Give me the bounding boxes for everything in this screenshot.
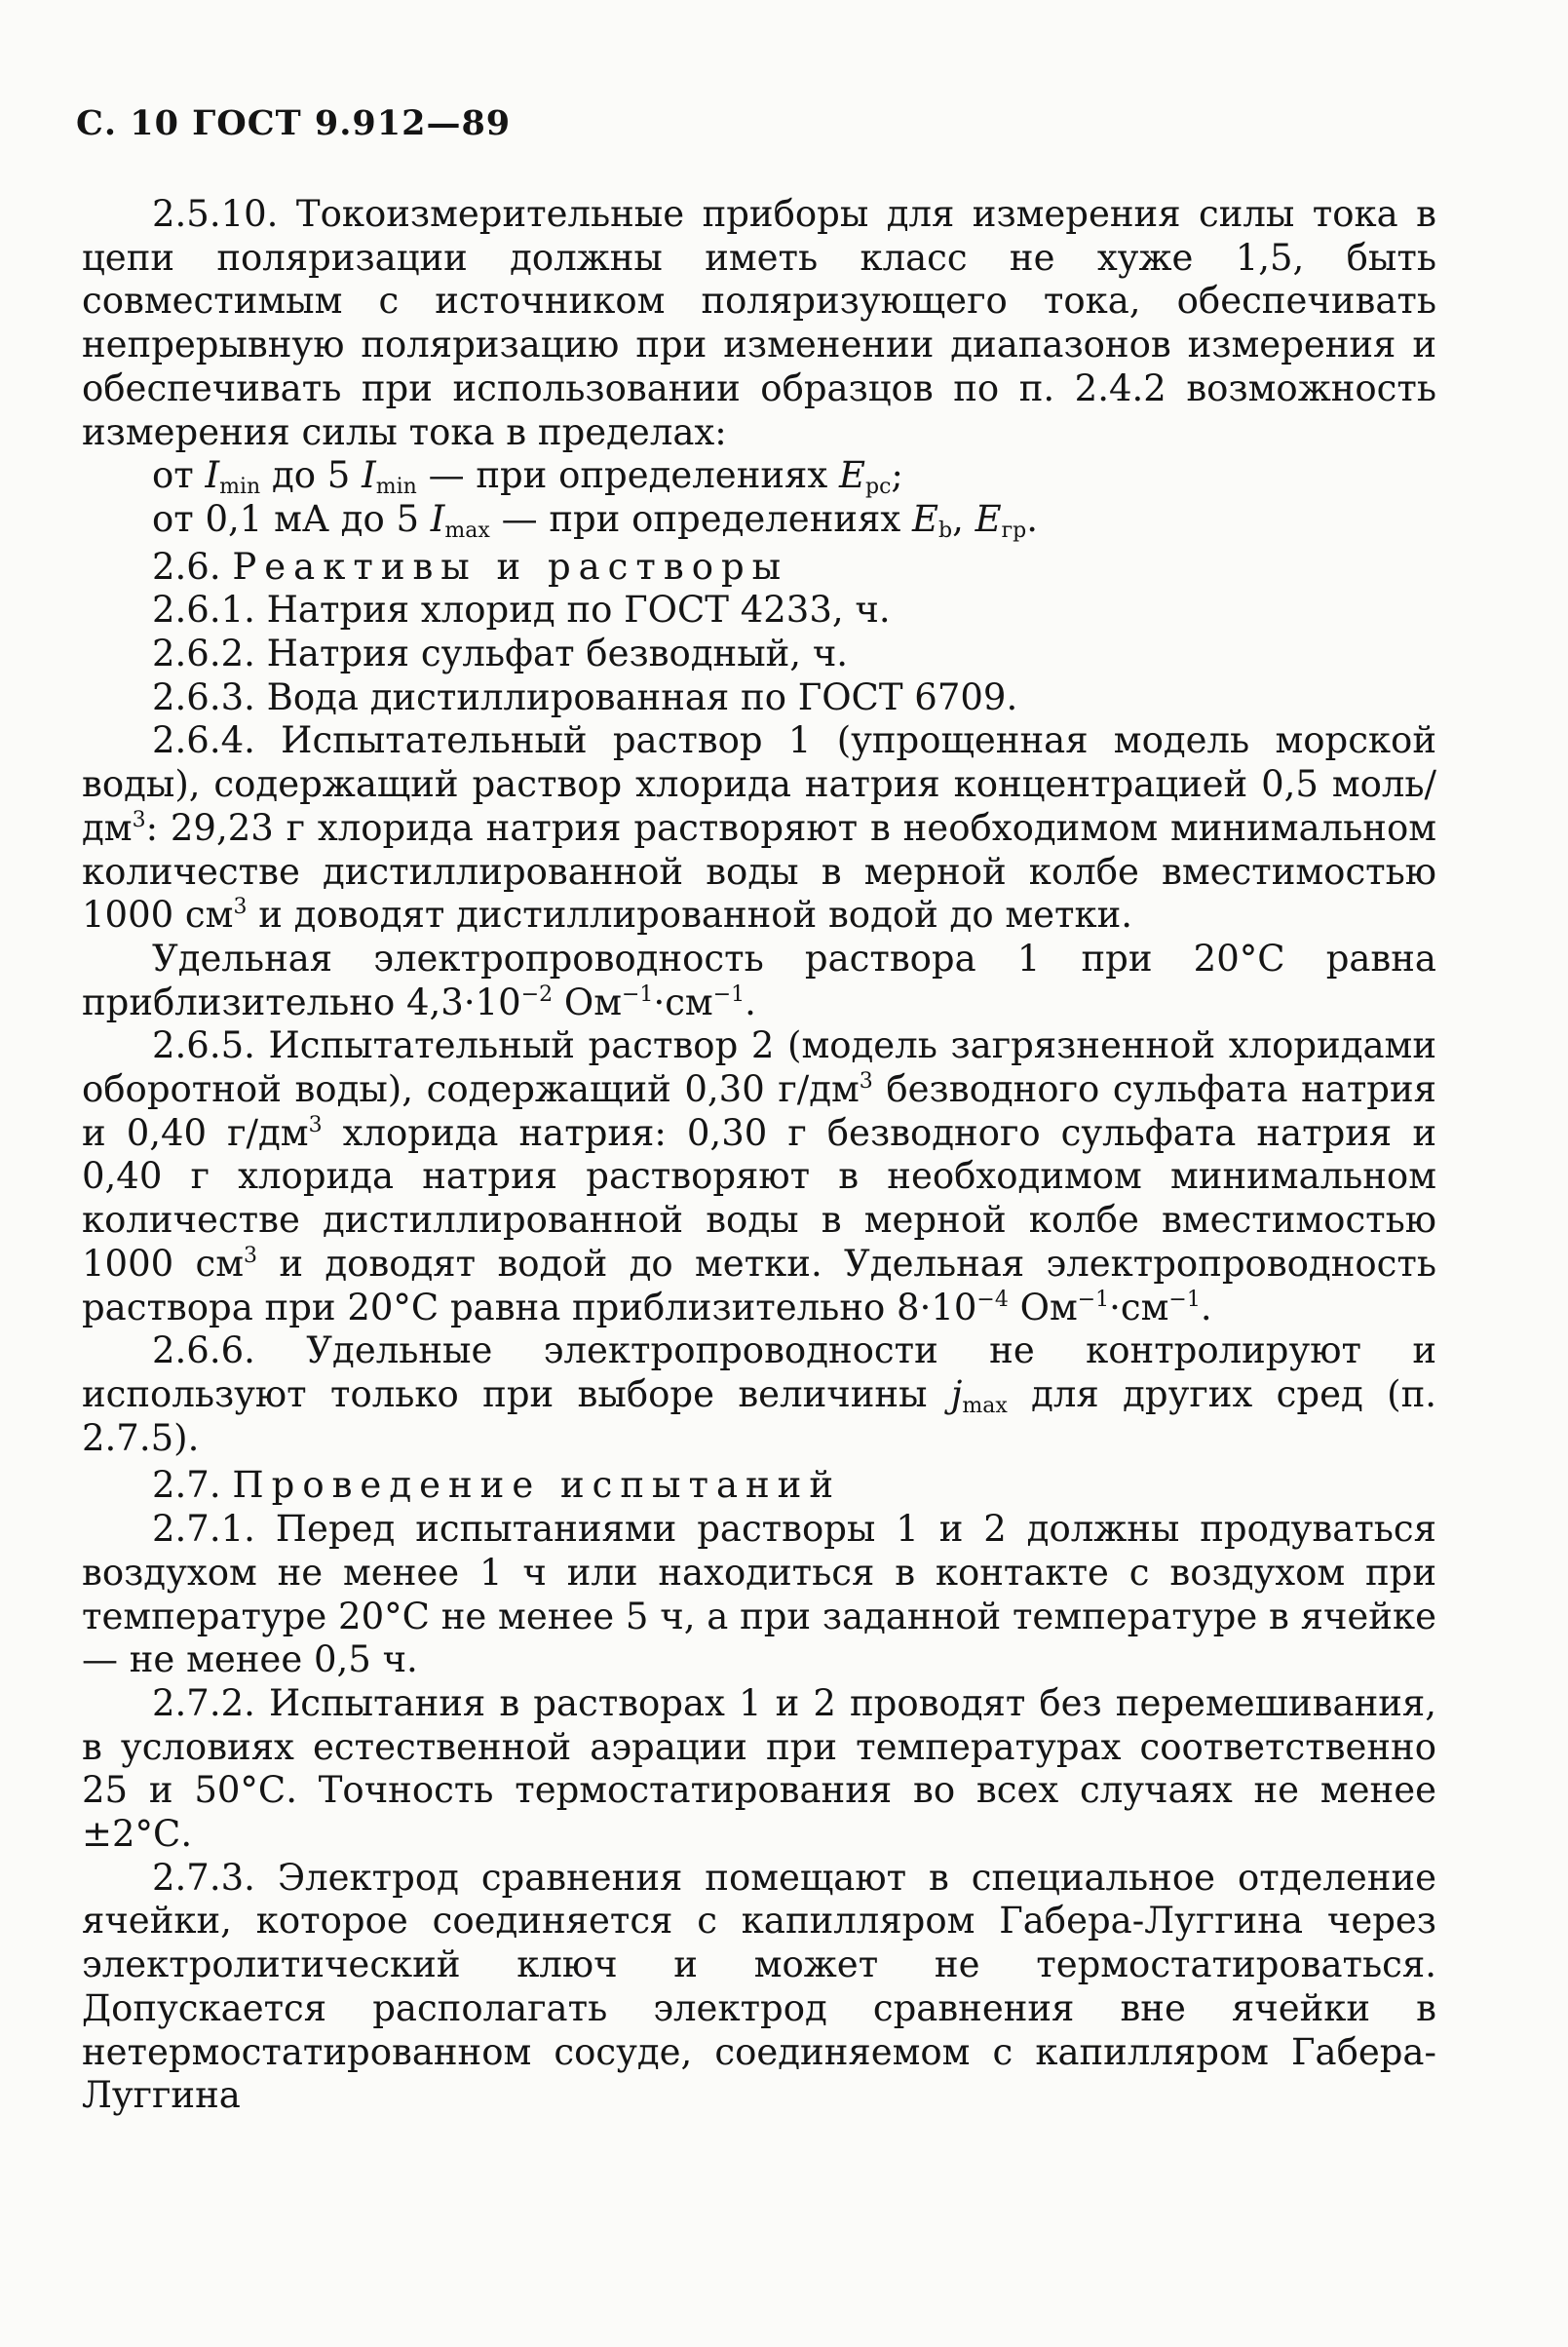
paragraph-2-7-1: 2.7.1. Перед испытаниями растворы 1 и 2 должны продуваться воздухом не менее 1 ч или находиться в контакте с воздухом при температуре 20°С не менее 5 ч, а при заданной температуре в ячейке — не менее 0,5 ч.	[82, 1508, 1436, 1681]
paragraph-2-6-5: 2.6.5. Испытательный раствор 2 (модель загрязненной хлоридами оборотной воды), содержащий 0,30 $г/дм^3$ безводного сульфата натрия и 0,40 $г/дм^3$ хлорида натрия: 0,30 г безводного сульфата натрия и 0,40 г хлорида натрия растворяют в необходимом минимальном количестве дистиллированной воды в мерной колбе вместимостью 1000 $см^3$ и доводят водой до метки. Удельная электропроводность раствора при 20°С равна приблизительно $8\cdot 10^{-4}$ $Ом^{-1}\cdot см^{-1}$.	[82, 1024, 1436, 1328]
document-body	[82, 193, 1436, 2118]
paragraph-2-6-1: 2.6.1. Натрия хлорид по ГОСТ 4233, ч.	[152, 589, 891, 632]
current-range-line-1: от $I_{min}$ до 5 $I_{min}$ — при определениях $E_{pc}$;	[152, 454, 903, 500]
section-heading-2-6: 2.6. Реактивы и растворы	[152, 545, 789, 588]
current-range-line-2: от 0,1 мА до 5 $I_{max}$ — при определениях $E_b$, $E_{гр}$.	[152, 497, 1039, 543]
paragraph-2-6-4: 2.6.4. Испытательный раствор 1 (упрощенная модель морской воды), содержащий раствор хлорида натрия концентрацией 0,5 моль/$дм^3$: 29,23 г хлорида натрия растворяют в необходимом минимальном количестве дистиллированной воды в мерной колбе вместимостью 1000 $см^3$ и доводят дистиллированной водой до метки.	[82, 719, 1436, 937]
page-header: С. 10 ГОСТ 9.912—89	[76, 103, 512, 143]
paragraph-2-5-10: 2.5.10. Токоизмерительные приборы для измерения силы тока в цепи поляризации должны иметь класс не хуже 1,5, быть совместимым с источником поляризующего тока, обеспечивать непрерывную поляризацию при изменении диапазонов измерения и обеспечивать при использовании образцов по п. 2.4.2 возможность измерения силы тока в пределах:	[82, 193, 1436, 453]
paragraph-2-7-2: 2.7.2. Испытания в растворах 1 и 2 проводят без перемешивания, в условиях естественной аэрации при температурах соответственно 25 и 50°С. Точность термостатирования во всех случаях не менее ±2°С.	[82, 1681, 1436, 1856]
section-heading-2-7: 2.7. Проведение испытаний	[152, 1464, 841, 1507]
paragraph-2-7-3: 2.7.3. Электрод сравнения помещают в специальное отделение ячейки, которое соединяется с капилляром Габера-Луггина через электролитический ключ и может не термостатироваться. Допускается располагать электрод сравнения вне ячейки в нетермостатированном сосуде, соединяемом с капилляром Габера-Луггина	[82, 1856, 1436, 2117]
paragraph-2-6-2: 2.6.2. Натрия сульфат безводный, ч.	[152, 633, 849, 675]
paragraph-2-6-3: 2.6.3. Вода дистиллированная по ГОСТ 6709.	[152, 675, 1018, 718]
paragraph-2-6-6: 2.6.6. Удельные электропроводности не контролируют и используют только при выборе величины $j_{max}$ для других сред (п. 2.7.5).	[82, 1329, 1436, 1459]
paragraph-conductivity-1: Удельная электропроводность раствора 1 при 20°С равна приблизительно $4,3\cdot 10^{-2}$ $Ом^{-1}\cdot см^{-1}$.	[82, 937, 1436, 1023]
